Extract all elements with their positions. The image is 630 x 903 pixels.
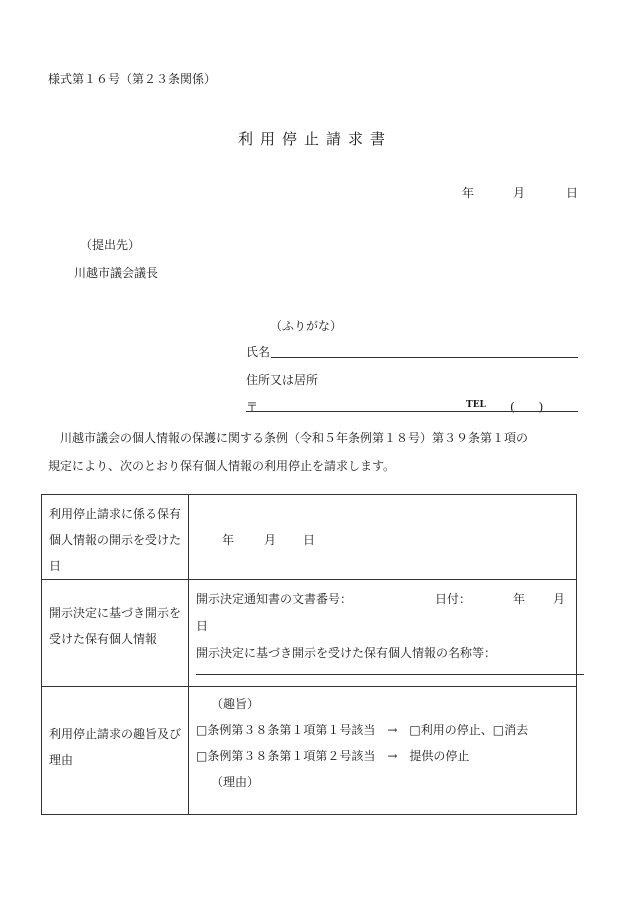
row3-option-2[interactable]: □条例第３８条第１項第２号該当 → 提供の停止 — [196, 749, 470, 763]
date-day: 日 — [566, 186, 579, 200]
document-title: 利用停止請求書 — [237, 130, 392, 148]
row3-reason-heading: （理由） — [211, 775, 260, 789]
name-label: 氏名 — [246, 345, 271, 359]
row2-doc-number-label: 開示決定通知書の文書番号： — [196, 592, 353, 606]
addressee-label: （提出先） — [80, 238, 141, 252]
tel-label: TEL — [466, 400, 486, 410]
address-field-line[interactable] — [246, 411, 578, 412]
row2-year: 年 — [513, 592, 526, 606]
tel-paren: ( ) — [510, 400, 544, 414]
row1-content[interactable] — [189, 495, 577, 580]
row2-name-label: 開示決定に基づき開示を受けた保有個人情報の名称等： — [196, 646, 497, 660]
table-row-disclosure-date — [42, 495, 577, 580]
row2-label: 開示決定に基づき開示を受けた保有個人情報 — [42, 580, 189, 687]
name-field-line[interactable] — [271, 357, 578, 358]
statement-line-1: 川越市議会の個人情報の保護に関する条例（令和５年条例第１８号）第３９条第１項の — [60, 431, 529, 445]
row1-year: 年 — [222, 533, 235, 547]
row2-content[interactable] — [189, 580, 577, 687]
row2-name-field-line[interactable] — [196, 674, 584, 675]
row1-label: 利用停止請求に係る保有個人情報の開示を受けた日 — [42, 495, 189, 580]
row1-day: 日 — [303, 533, 316, 547]
row2-date-label: 日付： — [435, 592, 472, 606]
date-month: 月 — [513, 186, 526, 200]
request-statement — [48, 424, 583, 480]
form-number: 様式第１６号（第２３条関係） — [48, 72, 217, 86]
addressee-name: 川越市議会議長 — [74, 266, 159, 280]
address-label: 住所又は居所 — [246, 373, 319, 387]
row2-day: 日 — [196, 619, 209, 633]
date-year: 年 — [462, 186, 475, 200]
postal-mark: 〒 — [246, 400, 259, 414]
table-row-disclosed-info — [42, 580, 577, 687]
row2-month: 月 — [553, 592, 566, 606]
request-table — [41, 494, 577, 815]
furigana-label: （ふりがな） — [270, 319, 343, 333]
row3-content[interactable] — [189, 687, 577, 815]
table-row-purpose-reason — [42, 687, 577, 815]
row1-month: 月 — [264, 533, 277, 547]
row3-purpose-heading: （趣旨） — [211, 697, 260, 711]
row3-label: 利用停止請求の趣旨及び理由 — [42, 687, 189, 815]
row3-option-1[interactable]: □条例第３８条第１項第１号該当 → □利用の停止、□消去 — [196, 723, 529, 737]
statement-line-2: 規定により、次のとおり保有個人情報の利用停止を請求します。 — [48, 459, 396, 473]
